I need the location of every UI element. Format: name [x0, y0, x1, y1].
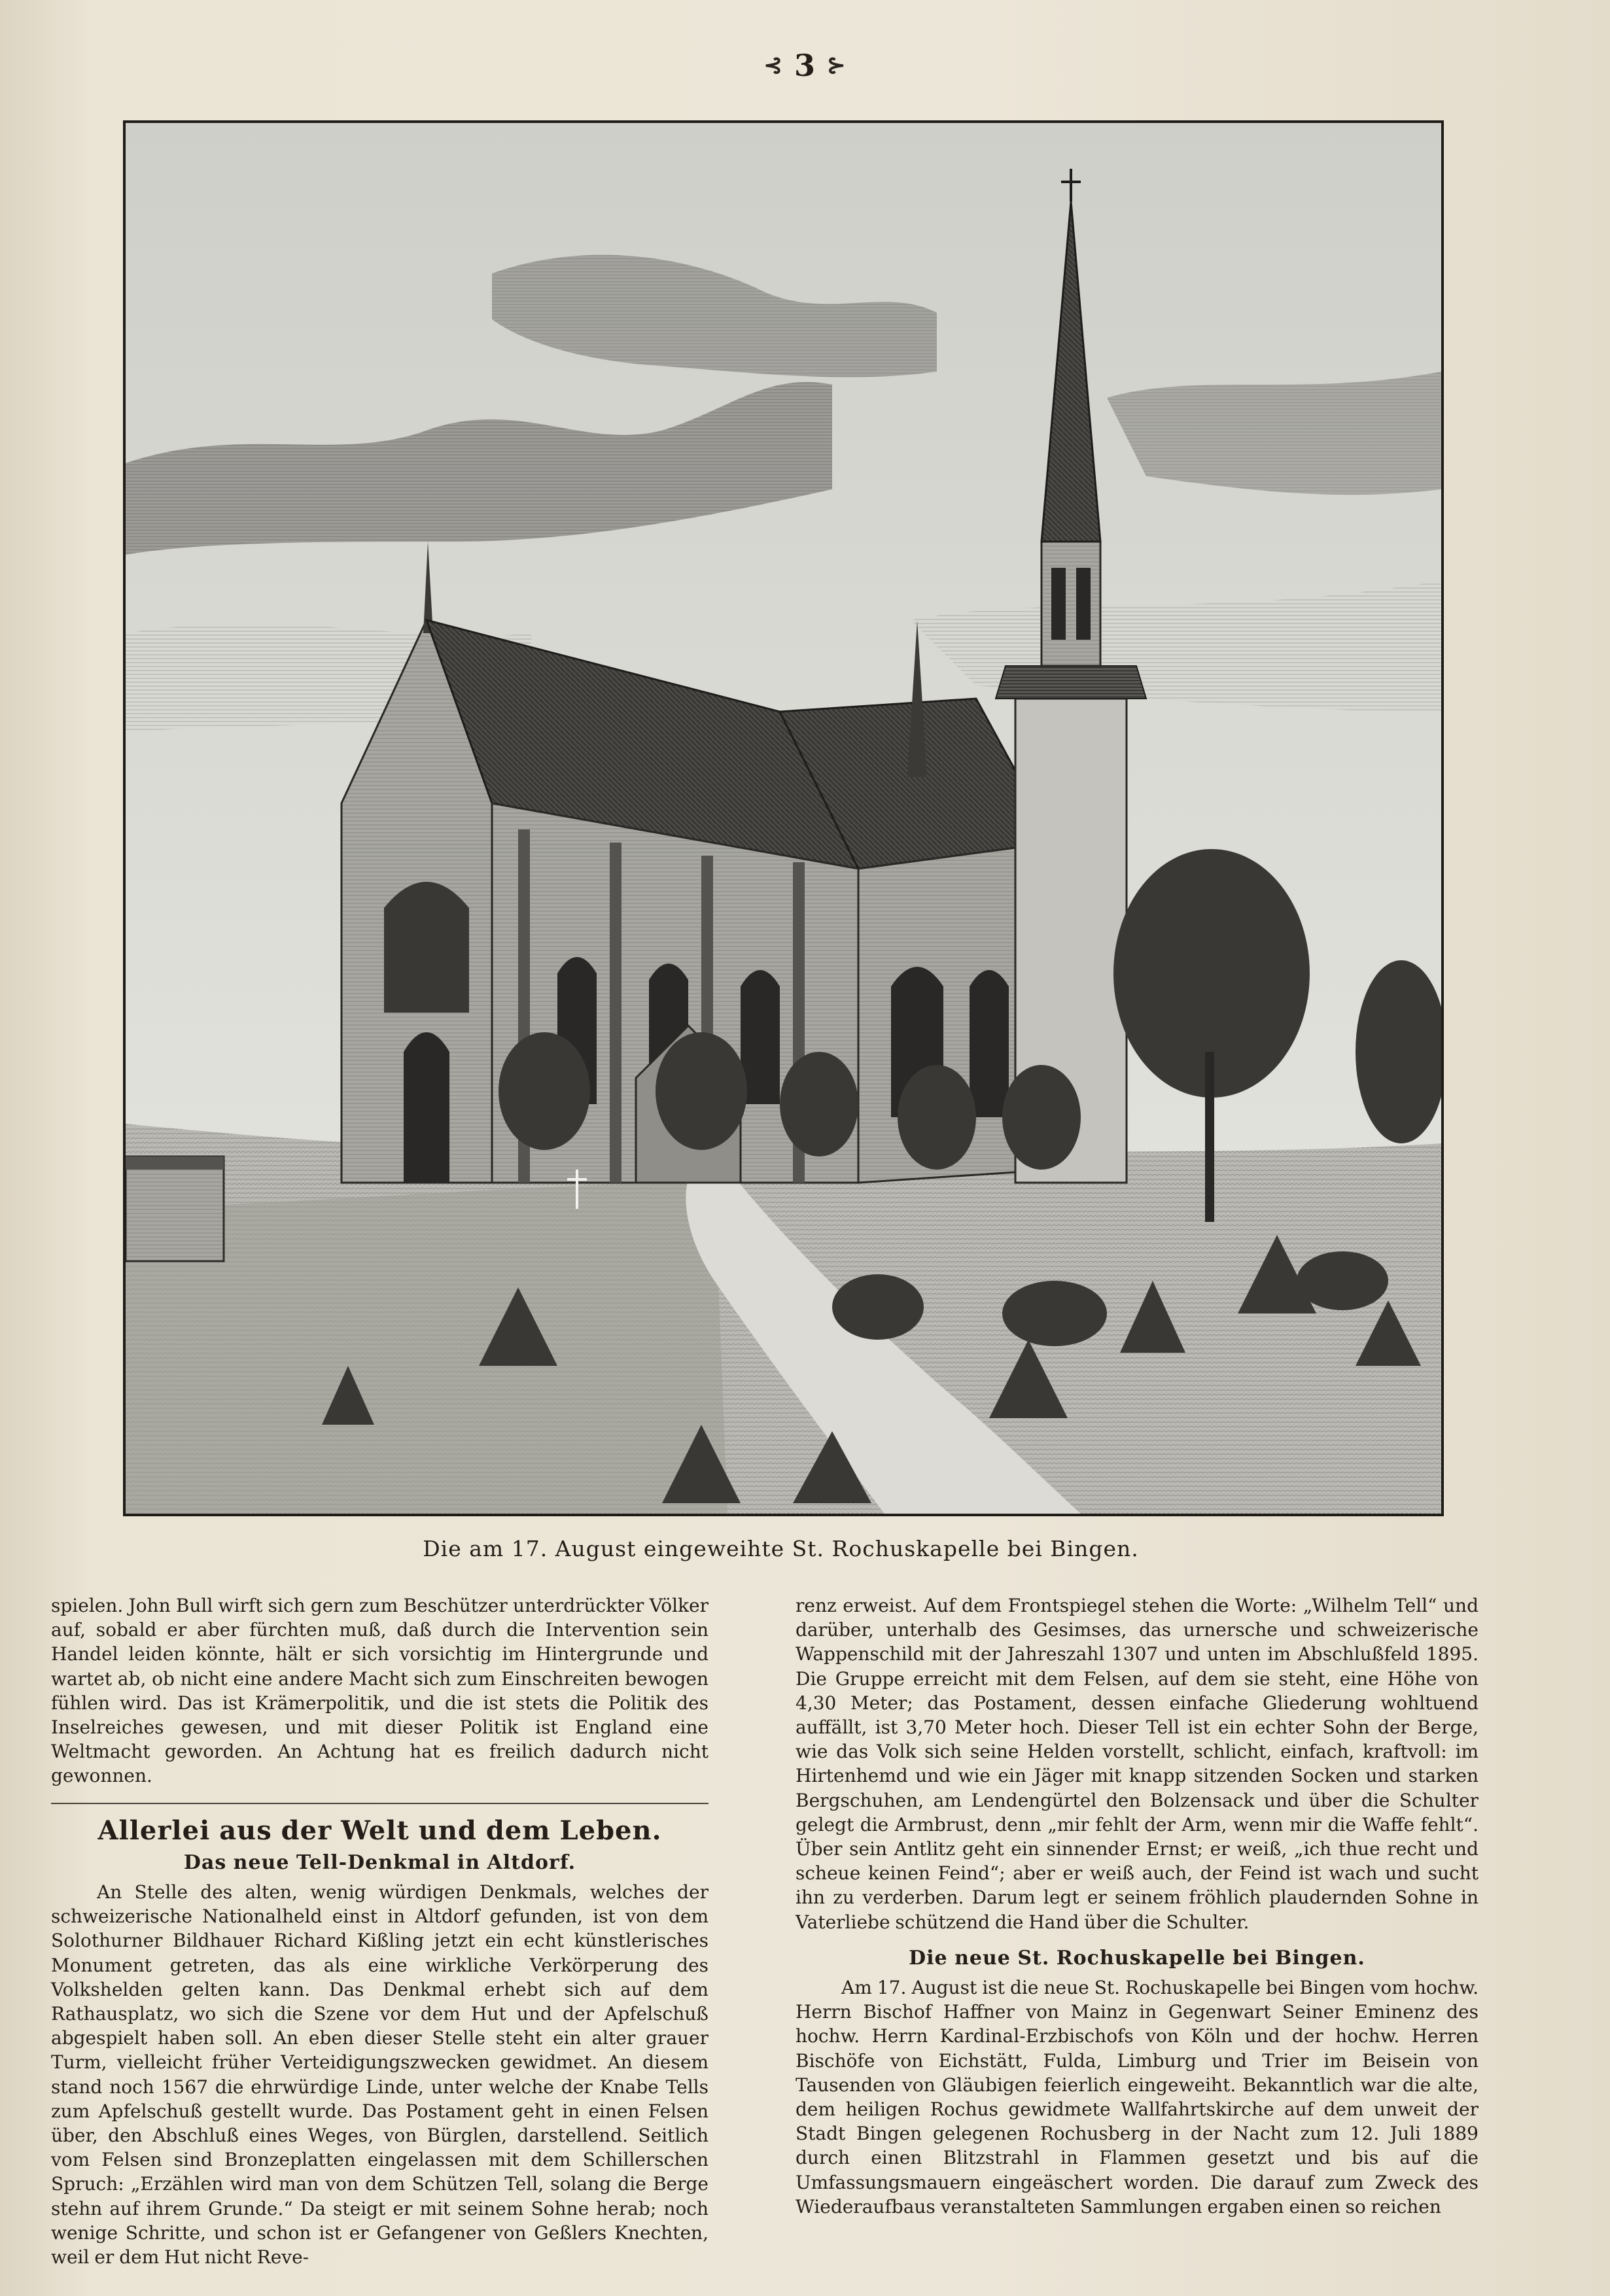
figure-caption: Die am 17. August eingeweihte St. Rochuskapelle bei Bingen. — [423, 1536, 1139, 1561]
church-engraving — [123, 120, 1444, 1516]
continued-paragraph-tell: renz erweist. Auf dem Frontspiegel stehen die Worte: „Wilhelm Tell“ und darüber, unterhalb des Gesimses, das urnersche und schweizerische Wappenschild mit der Jahreszahl 1307 und unten im Abschlußfeld 1895. Die Gruppe erreicht mit dem Felsen, auf dem sie steht, eine Höhe von 4,30 Meter; das Postament, dessen einfache Gliederung wohltuend auffällt, ist 3,70 Meter hoch. Dieser Tell ist ein echter Sohn der Berge, wie das Volk sich seine Helden vorstellt, schlicht, einfach, kraftvoll: im Hirtenhemd und wie ein Jäger mit knapp sitzenden Socken und starken Bergschuhen, am Lendengürtel den Bolzensack und über die Schulter gelegt die Armbrust, denn „mir fehlt der Arm, wenn mir die Waffe fehlt“. Über sein Antlitz geht ein sinnender Ernst; er weiß, „ich thue recht und scheue keinen Feind“; aber er weiß auch, der Feind ist wach und sucht ihn zu verderben. Darum legt er seinem fröhlich plaudernden Sohne in Vaterliebe schützend die Hand über die Schulter. — [796, 1595, 1479, 1933]
bleed-through-text-right-top — [1479, 118, 1610, 549]
continued-paragraph-john-bull: spielen. John Bull wirft sich gern zum Beschützer unterdrückter Völker auf, sobald er aber fürchten muß, daß durch die Intervention sein Handel leiden könnte, hält er sich vorsichtig im Hintergrunde und wartet ab, ob nicht eine andere Macht sich zum Einschreiten bewogen fühlen wird. Das ist Krämerpolitik, und die ist stets die Politik des Inselreiches gewesen, und mit dieser Politik ist England eine Weltmacht geworden. An Achtung hat es freilich dadurch nicht gewonnen. — [51, 1595, 709, 1787]
section-divider — [51, 1803, 709, 1804]
church-illustration — [126, 123, 1441, 1514]
page-number: 3 — [794, 48, 815, 83]
section-title: Allerlei aus der Welt und dem Leben. — [97, 1815, 662, 1846]
ornament-right-icon: ⊱ — [827, 52, 846, 78]
article-body-rochuskapelle: Am 17. August ist die neue St. Rochuskapelle bei Bingen vom hochw. Herrn Bischof Haffner von Mainz in Gegenwart Seiner Eminenz des hochw. Herrn Kardinal-Erzbischofs von Köln und der hochw. Herren Bischöfe von Eichstätt, Fulda, Limburg und Trier im Beisein von Tausenden von Gläubigen feierlich eingeweiht. Bekanntlich war die alte, dem heiligen Rochus gewidmete Wallfahrtskirche auf dem unweit der Stadt Bingen gelegenen Rochusberg in der Nacht zum 12. Juli 1889 durch einen Blitzstrahl in Flammen gesetzt und bis auf die Umfassungsmauern eingeäschert worden. Die darauf zum Zweck des Wiederaufbaus veranstalteten Sammlungen ergaben einen so reichen — [796, 1977, 1479, 2218]
article-body-tell: An Stelle des alten, wenig würdigen Denkmals, welches der schweizerische Nationalheld einst in Altdorf gefunden, ist von dem Solothurner Bildhauer Richard Kißling jetzt ein echt künstlerisches Monument getreten, das als eine wirkliche Verkörperung des Volkshelden gelten kann. Das Denkmal erhebt sich auf dem Rathausplatz, wo sich die Szene vor dem Hut und der Apfelschuß abgespielt haben soll. An eben dieser Stelle steht ein alter grauer Turm, vielleicht früher Verteidigungszwecken gewidmet. An diesem stand noch 1567 die ehrwürdige Linde, unter welche der Knabe Tells zum Apfelschuß gestellt wurde. Das Postament geht in einen Felsen über, den Abschluß eines Weges, von Bürglen, darstellend. Seitlich vom Felsen sind Bronzeplatten eingelassen mit dem Schillerschen Spruch: „Erzählen wird man von dem Schützen Tell, solang die Berge stehn auf ihrem Grunde.“ Da steigt er mit seinem Sohne herab; noch wenige Schritte, und schon ist er Gefangener von Geßlers Knechten, weil er dem Hut nicht Reve- — [51, 1881, 709, 2269]
right-column — [796, 1593, 1479, 2219]
left-column — [51, 1593, 709, 2269]
page-number-header — [707, 46, 903, 85]
boundary-wall — [126, 1157, 224, 1261]
ornament-left-icon: ⊰ — [763, 52, 782, 78]
article-title-tell: Das neue Tell-Denkmal in Altdorf. — [183, 1851, 576, 1874]
bleed-through-text-left — [0, 1145, 118, 1642]
article-title-rochuskapelle: Die neue St. Rochuskapelle bei Bingen. — [909, 1946, 1365, 1970]
